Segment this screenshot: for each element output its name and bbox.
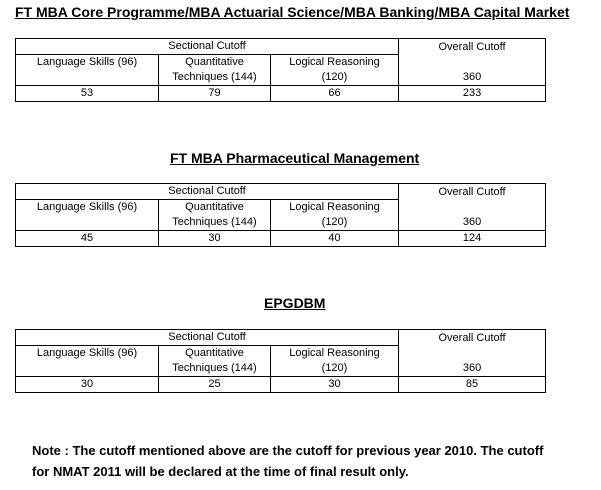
language-skills-header: Language Skills (96) [16, 55, 159, 86]
cutoff-table-epgdbm [15, 329, 546, 393]
logical-reasoning-value: 66 [271, 86, 399, 102]
logical-reasoning-value: 40 [271, 231, 399, 247]
quantitative-techniques-header [159, 55, 271, 86]
quantitative-techniques-value: 79 [159, 86, 271, 102]
logical-label-line1: Logical Reasoning [289, 347, 380, 359]
quantitative-label-line1: Quantitative [185, 56, 244, 68]
quantitative-label-line2: Techniques (144) [172, 362, 257, 374]
quantitative-techniques-header [159, 346, 271, 377]
overall-cutoff-value: 233 [399, 86, 546, 102]
table-subheader-row [16, 55, 546, 86]
overall-cutoff-header: Overall Cutoff [399, 184, 546, 200]
table-row [16, 231, 546, 247]
sectional-cutoff-header: Sectional Cutoff [16, 184, 399, 200]
table-header-row [16, 39, 546, 55]
language-skills-header: Language Skills (96) [16, 200, 159, 231]
quantitative-techniques-value: 30 [159, 231, 271, 247]
language-skills-header: Language Skills (96) [16, 346, 159, 377]
logical-label-line2: (120) [321, 216, 348, 228]
overall-cutoff-header: Overall Cutoff [399, 330, 546, 346]
note-line2: for NMAT 2011 will be declared at the time of final result only. [32, 464, 409, 479]
quantitative-label-line2: Techniques (144) [172, 216, 257, 228]
cutoff-note [32, 440, 592, 482]
quantitative-label-line1: Quantitative [185, 201, 244, 213]
overall-max-score: 360 [399, 200, 546, 231]
table-row [16, 377, 546, 393]
table-subheader-row [16, 200, 546, 231]
sectional-cutoff-header: Sectional Cutoff [16, 39, 399, 55]
logical-reasoning-header [271, 200, 399, 231]
logical-reasoning-header [271, 346, 399, 377]
cutoff-table-pharma [15, 183, 546, 247]
sectional-cutoff-header: Sectional Cutoff [16, 330, 399, 346]
quantitative-label-line1: Quantitative [185, 347, 244, 359]
language-skills-value: 53 [16, 86, 159, 102]
logical-label-line1: Logical Reasoning [289, 56, 380, 68]
table-header-row [16, 184, 546, 200]
table-header-row [16, 330, 546, 346]
logical-label-line1: Logical Reasoning [289, 201, 380, 213]
overall-cutoff-value: 85 [399, 377, 546, 393]
cutoff-table-core [15, 38, 546, 102]
overall-max-score: 360 [399, 346, 546, 377]
language-skills-value: 45 [16, 231, 159, 247]
table-subheader-row [16, 346, 546, 377]
section-heading-epgdbm: EPGDBM [264, 295, 326, 311]
overall-cutoff-header: Overall Cutoff [399, 39, 546, 55]
quantitative-techniques-value: 25 [159, 377, 271, 393]
logical-label-line2: (120) [321, 71, 348, 83]
overall-cutoff-value: 124 [399, 231, 546, 247]
logical-reasoning-value: 30 [271, 377, 399, 393]
quantitative-techniques-header [159, 200, 271, 231]
quantitative-label-line2: Techniques (144) [172, 71, 257, 83]
overall-max-score: 360 [399, 55, 546, 86]
note-line1: Note : The cutoff mentioned above are the cutoff for previous year 2010. The cutoff [32, 443, 544, 458]
section-heading-pharma: FT MBA Pharmaceutical Management [170, 150, 420, 166]
table-row [16, 86, 546, 102]
section-heading-core: FT MBA Core Programme/MBA Actuarial Science/MBA Banking/MBA Capital Market [15, 4, 570, 20]
language-skills-value: 30 [16, 377, 159, 393]
logical-reasoning-header [271, 55, 399, 86]
logical-label-line2: (120) [321, 362, 348, 374]
